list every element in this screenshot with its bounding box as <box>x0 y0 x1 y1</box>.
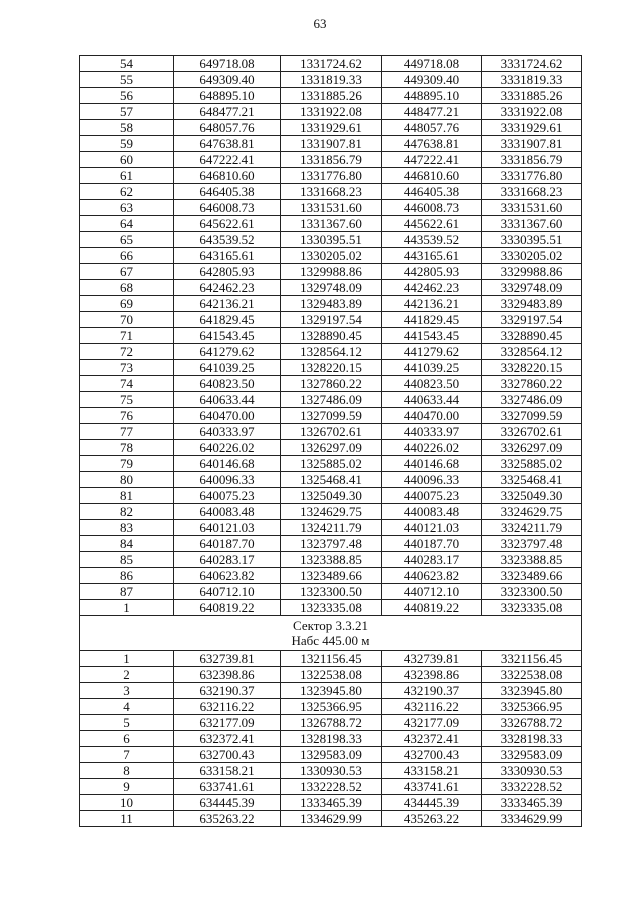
point-number-cell: 60 <box>80 152 174 168</box>
y-local-cell: 3322538.08 <box>482 667 582 683</box>
y-coord-cell: 1331367.60 <box>281 216 382 232</box>
y-local-cell: 3323300.50 <box>482 584 582 600</box>
point-number-cell: 72 <box>80 344 174 360</box>
y-local-cell: 3331819.33 <box>482 72 582 88</box>
x-local-cell: 440096.33 <box>382 472 482 488</box>
y-local-cell: 3325366.95 <box>482 699 582 715</box>
y-coord-cell: 1324211.79 <box>281 520 382 536</box>
table-row <box>80 376 582 392</box>
y-coord-cell: 1326788.72 <box>281 715 382 731</box>
x-coord-cell: 633741.61 <box>174 779 281 795</box>
y-coord-cell: 1327860.22 <box>281 376 382 392</box>
x-local-cell: 441039.25 <box>382 360 482 376</box>
y-local-cell: 3331856.79 <box>482 152 582 168</box>
table-row <box>80 264 582 280</box>
table-row <box>80 136 582 152</box>
x-local-cell: 440470.00 <box>382 408 482 424</box>
point-number-cell: 84 <box>80 536 174 552</box>
x-local-cell: 440075.23 <box>382 488 482 504</box>
y-local-cell: 3332228.52 <box>482 779 582 795</box>
x-local-cell: 432372.41 <box>382 731 482 747</box>
y-coord-cell: 1330930.53 <box>281 763 382 779</box>
y-coord-cell: 1331856.79 <box>281 152 382 168</box>
x-coord-cell: 632190.37 <box>174 683 281 699</box>
y-coord-cell: 1331776.80 <box>281 168 382 184</box>
y-coord-cell: 1332228.52 <box>281 779 382 795</box>
x-local-cell: 442805.93 <box>382 264 482 280</box>
table-row <box>80 747 582 763</box>
page-number: 63 <box>313 16 327 31</box>
x-local-cell: 447638.81 <box>382 136 482 152</box>
y-local-cell: 3331367.60 <box>482 216 582 232</box>
x-local-cell: 440121.03 <box>382 520 482 536</box>
section-header-group <box>80 616 582 651</box>
table-row <box>80 683 582 699</box>
y-local-cell: 3331776.80 <box>482 168 582 184</box>
x-coord-cell: 640283.17 <box>174 552 281 568</box>
x-local-cell: 440819.22 <box>382 600 482 616</box>
point-number-cell: 75 <box>80 392 174 408</box>
y-coord-cell: 1327486.09 <box>281 392 382 408</box>
table-row <box>80 184 582 200</box>
x-coord-cell: 643539.52 <box>174 232 281 248</box>
coordinates-rows-after <box>80 651 582 827</box>
x-coord-cell: 648895.10 <box>174 88 281 104</box>
x-coord-cell: 640121.03 <box>174 520 281 536</box>
y-coord-cell: 1331531.60 <box>281 200 382 216</box>
table-row <box>80 488 582 504</box>
table-row <box>80 408 582 424</box>
table-row <box>80 763 582 779</box>
y-local-cell: 3331724.62 <box>482 56 582 72</box>
x-coord-cell: 642462.23 <box>174 280 281 296</box>
x-coord-cell: 632116.22 <box>174 699 281 715</box>
y-coord-cell: 1329483.89 <box>281 296 382 312</box>
y-local-cell: 3325885.02 <box>482 456 582 472</box>
point-number-cell: 57 <box>80 104 174 120</box>
x-coord-cell: 632700.43 <box>174 747 281 763</box>
y-coord-cell: 1329583.09 <box>281 747 382 763</box>
x-local-cell: 447222.41 <box>382 152 482 168</box>
table-row <box>80 200 582 216</box>
x-local-cell: 440333.97 <box>382 424 482 440</box>
x-coord-cell: 647638.81 <box>174 136 281 152</box>
y-local-cell: 3329988.86 <box>482 264 582 280</box>
point-number-cell: 87 <box>80 584 174 600</box>
y-local-cell: 3328564.12 <box>482 344 582 360</box>
table-row <box>80 715 582 731</box>
y-local-cell: 3334629.99 <box>482 811 582 827</box>
x-local-cell: 446008.73 <box>382 200 482 216</box>
point-number-cell: 65 <box>80 232 174 248</box>
x-local-cell: 442136.21 <box>382 296 482 312</box>
point-number-cell: 61 <box>80 168 174 184</box>
y-local-cell: 3323335.08 <box>482 600 582 616</box>
y-local-cell: 3331531.60 <box>482 200 582 216</box>
x-coord-cell: 648057.76 <box>174 120 281 136</box>
point-number-cell: 1 <box>80 651 174 667</box>
x-local-cell: 433741.61 <box>382 779 482 795</box>
table-row <box>80 120 582 136</box>
table-row <box>80 56 582 72</box>
y-local-cell: 3323945.80 <box>482 683 582 699</box>
x-local-cell: 440187.70 <box>382 536 482 552</box>
table-row <box>80 699 582 715</box>
section-header-cell <box>80 616 582 651</box>
table-row <box>80 152 582 168</box>
y-local-cell: 3329483.89 <box>482 296 582 312</box>
point-number-cell: 8 <box>80 763 174 779</box>
x-coord-cell: 645622.61 <box>174 216 281 232</box>
x-local-cell: 434445.39 <box>382 795 482 811</box>
y-coord-cell: 1328890.45 <box>281 328 382 344</box>
y-coord-cell: 1323945.80 <box>281 683 382 699</box>
point-number-cell: 58 <box>80 120 174 136</box>
x-coord-cell: 641039.25 <box>174 360 281 376</box>
table-row <box>80 280 582 296</box>
x-coord-cell: 632739.81 <box>174 651 281 667</box>
table-row <box>80 472 582 488</box>
point-number-cell: 3 <box>80 683 174 699</box>
y-coord-cell: 1331907.81 <box>281 136 382 152</box>
x-local-cell: 432116.22 <box>382 699 482 715</box>
y-coord-cell: 1333465.39 <box>281 795 382 811</box>
y-local-cell: 3328890.45 <box>482 328 582 344</box>
y-local-cell: 3323797.48 <box>482 536 582 552</box>
x-local-cell: 443165.61 <box>382 248 482 264</box>
table-row <box>80 584 582 600</box>
x-local-cell: 435263.22 <box>382 811 482 827</box>
x-coord-cell: 640226.02 <box>174 440 281 456</box>
table-row <box>80 552 582 568</box>
x-coord-cell: 640633.44 <box>174 392 281 408</box>
x-coord-cell: 632398.86 <box>174 667 281 683</box>
x-coord-cell: 641829.45 <box>174 312 281 328</box>
y-coord-cell: 1330395.51 <box>281 232 382 248</box>
y-coord-cell: 1323797.48 <box>281 536 382 552</box>
x-local-cell: 440633.44 <box>382 392 482 408</box>
table-row <box>80 779 582 795</box>
y-coord-cell: 1323489.66 <box>281 568 382 584</box>
x-local-cell: 448057.76 <box>382 120 482 136</box>
point-number-cell: 68 <box>80 280 174 296</box>
y-local-cell: 3329197.54 <box>482 312 582 328</box>
y-coord-cell: 1329988.86 <box>281 264 382 280</box>
table-row <box>80 424 582 440</box>
y-local-cell: 3326297.09 <box>482 440 582 456</box>
point-number-cell: 54 <box>80 56 174 72</box>
y-local-cell: 3328198.33 <box>482 731 582 747</box>
y-coord-cell: 1334629.99 <box>281 811 382 827</box>
x-coord-cell: 635263.22 <box>174 811 281 827</box>
y-coord-cell: 1325049.30 <box>281 488 382 504</box>
y-coord-cell: 1328198.33 <box>281 731 382 747</box>
y-local-cell: 3327860.22 <box>482 376 582 392</box>
x-local-cell: 442462.23 <box>382 280 482 296</box>
point-number-cell: 82 <box>80 504 174 520</box>
x-coord-cell: 649718.08 <box>174 56 281 72</box>
y-coord-cell: 1331668.23 <box>281 184 382 200</box>
table-row <box>80 536 582 552</box>
x-local-cell: 440146.68 <box>382 456 482 472</box>
point-number-cell: 6 <box>80 731 174 747</box>
point-number-cell: 67 <box>80 264 174 280</box>
point-number-cell: 5 <box>80 715 174 731</box>
y-local-cell: 3330395.51 <box>482 232 582 248</box>
x-coord-cell: 646008.73 <box>174 200 281 216</box>
y-coord-cell: 1321156.45 <box>281 651 382 667</box>
y-coord-cell: 1323335.08 <box>281 600 382 616</box>
point-number-cell: 71 <box>80 328 174 344</box>
table-row <box>80 520 582 536</box>
section-height: Набс 445.00 м <box>291 633 370 648</box>
y-coord-cell: 1329748.09 <box>281 280 382 296</box>
x-coord-cell: 640096.33 <box>174 472 281 488</box>
x-local-cell: 432190.37 <box>382 683 482 699</box>
point-number-cell: 76 <box>80 408 174 424</box>
y-coord-cell: 1331922.08 <box>281 104 382 120</box>
y-coord-cell: 1331819.33 <box>281 72 382 88</box>
point-number-cell: 69 <box>80 296 174 312</box>
x-coord-cell: 640075.23 <box>174 488 281 504</box>
y-local-cell: 3327486.09 <box>482 392 582 408</box>
point-number-cell: 55 <box>80 72 174 88</box>
x-local-cell: 443539.52 <box>382 232 482 248</box>
x-local-cell: 441279.62 <box>382 344 482 360</box>
y-local-cell: 3331885.26 <box>482 88 582 104</box>
table-row <box>80 568 582 584</box>
x-coord-cell: 641543.45 <box>174 328 281 344</box>
x-coord-cell: 640623.82 <box>174 568 281 584</box>
y-coord-cell: 1328564.12 <box>281 344 382 360</box>
point-number-cell: 73 <box>80 360 174 376</box>
table-row <box>80 651 582 667</box>
x-coord-cell: 648477.21 <box>174 104 281 120</box>
table-row <box>80 392 582 408</box>
table-row <box>80 72 582 88</box>
table-row <box>80 795 582 811</box>
y-local-cell: 3326702.61 <box>482 424 582 440</box>
point-number-cell: 4 <box>80 699 174 715</box>
point-number-cell: 85 <box>80 552 174 568</box>
x-local-cell: 432398.86 <box>382 667 482 683</box>
x-local-cell: 432177.09 <box>382 715 482 731</box>
point-number-cell: 77 <box>80 424 174 440</box>
y-coord-cell: 1331929.61 <box>281 120 382 136</box>
y-local-cell: 3325049.30 <box>482 488 582 504</box>
y-local-cell: 3324629.75 <box>482 504 582 520</box>
y-coord-cell: 1323300.50 <box>281 584 382 600</box>
y-coord-cell: 1328220.15 <box>281 360 382 376</box>
x-coord-cell: 640187.70 <box>174 536 281 552</box>
table-row <box>80 600 582 616</box>
coordinates-rows-before <box>80 56 582 616</box>
point-number-cell: 1 <box>80 600 174 616</box>
point-number-cell: 2 <box>80 667 174 683</box>
coordinates-table <box>79 55 582 827</box>
x-coord-cell: 640712.10 <box>174 584 281 600</box>
y-local-cell: 3331907.81 <box>482 136 582 152</box>
y-coord-cell: 1329197.54 <box>281 312 382 328</box>
y-local-cell: 3325468.41 <box>482 472 582 488</box>
point-number-cell: 62 <box>80 184 174 200</box>
y-coord-cell: 1331724.62 <box>281 56 382 72</box>
x-coord-cell: 640333.97 <box>174 424 281 440</box>
x-local-cell: 446810.60 <box>382 168 482 184</box>
y-local-cell: 3329583.09 <box>482 747 582 763</box>
table-row <box>80 104 582 120</box>
x-coord-cell: 634445.39 <box>174 795 281 811</box>
point-number-cell: 63 <box>80 200 174 216</box>
point-number-cell: 74 <box>80 376 174 392</box>
section-header-row <box>80 616 582 651</box>
table-row <box>80 344 582 360</box>
section-title: Сектор 3.3.21 <box>292 618 368 633</box>
x-coord-cell: 643165.61 <box>174 248 281 264</box>
y-coord-cell: 1330205.02 <box>281 248 382 264</box>
y-local-cell: 3323388.85 <box>482 552 582 568</box>
y-local-cell: 3326788.72 <box>482 715 582 731</box>
x-coord-cell: 640146.68 <box>174 456 281 472</box>
point-number-cell: 7 <box>80 747 174 763</box>
y-local-cell: 3331929.61 <box>482 120 582 136</box>
point-number-cell: 70 <box>80 312 174 328</box>
x-coord-cell: 642805.93 <box>174 264 281 280</box>
x-local-cell: 440083.48 <box>382 504 482 520</box>
table-row <box>80 248 582 264</box>
table-row <box>80 456 582 472</box>
y-local-cell: 3321156.45 <box>482 651 582 667</box>
table-row <box>80 440 582 456</box>
table-row <box>80 811 582 827</box>
y-local-cell: 3331922.08 <box>482 104 582 120</box>
y-local-cell: 3328220.15 <box>482 360 582 376</box>
x-coord-cell: 640470.00 <box>174 408 281 424</box>
point-number-cell: 78 <box>80 440 174 456</box>
point-number-cell: 56 <box>80 88 174 104</box>
point-number-cell: 66 <box>80 248 174 264</box>
y-coord-cell: 1322538.08 <box>281 667 382 683</box>
point-number-cell: 83 <box>80 520 174 536</box>
x-coord-cell: 649309.40 <box>174 72 281 88</box>
x-coord-cell: 641279.62 <box>174 344 281 360</box>
y-local-cell: 3330930.53 <box>482 763 582 779</box>
point-number-cell: 10 <box>80 795 174 811</box>
x-coord-cell: 646810.60 <box>174 168 281 184</box>
point-number-cell: 9 <box>80 779 174 795</box>
x-local-cell: 440283.17 <box>382 552 482 568</box>
table-row <box>80 504 582 520</box>
x-coord-cell: 632372.41 <box>174 731 281 747</box>
point-number-cell: 81 <box>80 488 174 504</box>
x-coord-cell: 632177.09 <box>174 715 281 731</box>
table-row <box>80 296 582 312</box>
x-local-cell: 448895.10 <box>382 88 482 104</box>
x-local-cell: 440226.02 <box>382 440 482 456</box>
table-row <box>80 232 582 248</box>
y-coord-cell: 1323388.85 <box>281 552 382 568</box>
x-local-cell: 432739.81 <box>382 651 482 667</box>
y-coord-cell: 1325885.02 <box>281 456 382 472</box>
x-local-cell: 432700.43 <box>382 747 482 763</box>
table-row <box>80 168 582 184</box>
y-local-cell: 3330205.02 <box>482 248 582 264</box>
y-local-cell: 3324211.79 <box>482 520 582 536</box>
y-local-cell: 3331668.23 <box>482 184 582 200</box>
x-coord-cell: 640823.50 <box>174 376 281 392</box>
x-coord-cell: 633158.21 <box>174 763 281 779</box>
table-row <box>80 88 582 104</box>
x-local-cell: 441829.45 <box>382 312 482 328</box>
x-local-cell: 446405.38 <box>382 184 482 200</box>
point-number-cell: 64 <box>80 216 174 232</box>
y-local-cell: 3329748.09 <box>482 280 582 296</box>
table-row <box>80 216 582 232</box>
x-local-cell: 445622.61 <box>382 216 482 232</box>
point-number-cell: 79 <box>80 456 174 472</box>
x-coord-cell: 640083.48 <box>174 504 281 520</box>
table-row <box>80 731 582 747</box>
table-row <box>80 328 582 344</box>
table-row <box>80 312 582 328</box>
x-coord-cell: 646405.38 <box>174 184 281 200</box>
table-row <box>80 360 582 376</box>
y-coord-cell: 1324629.75 <box>281 504 382 520</box>
y-coord-cell: 1326297.09 <box>281 440 382 456</box>
x-local-cell: 440623.82 <box>382 568 482 584</box>
x-coord-cell: 647222.41 <box>174 152 281 168</box>
y-local-cell: 3323489.66 <box>482 568 582 584</box>
x-local-cell: 433158.21 <box>382 763 482 779</box>
y-coord-cell: 1325366.95 <box>281 699 382 715</box>
y-coord-cell: 1331885.26 <box>281 88 382 104</box>
y-coord-cell: 1326702.61 <box>281 424 382 440</box>
y-coord-cell: 1327099.59 <box>281 408 382 424</box>
y-local-cell: 3327099.59 <box>482 408 582 424</box>
x-local-cell: 440712.10 <box>382 584 482 600</box>
x-local-cell: 440823.50 <box>382 376 482 392</box>
y-local-cell: 3333465.39 <box>482 795 582 811</box>
table-row <box>80 667 582 683</box>
point-number-cell: 11 <box>80 811 174 827</box>
y-coord-cell: 1325468.41 <box>281 472 382 488</box>
x-local-cell: 449718.08 <box>382 56 482 72</box>
x-local-cell: 449309.40 <box>382 72 482 88</box>
point-number-cell: 59 <box>80 136 174 152</box>
point-number-cell: 80 <box>80 472 174 488</box>
x-coord-cell: 640819.22 <box>174 600 281 616</box>
x-local-cell: 441543.45 <box>382 328 482 344</box>
point-number-cell: 86 <box>80 568 174 584</box>
x-local-cell: 448477.21 <box>382 104 482 120</box>
x-coord-cell: 642136.21 <box>174 296 281 312</box>
